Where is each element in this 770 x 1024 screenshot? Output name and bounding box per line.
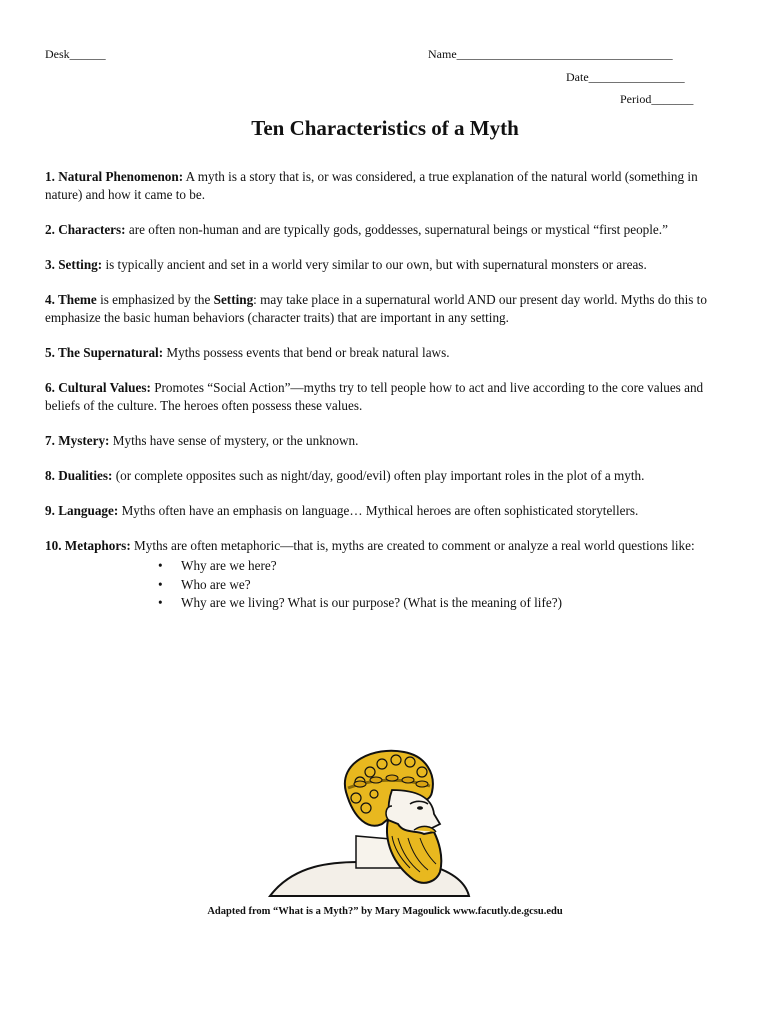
eye xyxy=(417,806,423,810)
bullet-icon: • xyxy=(158,558,163,573)
bullet-item xyxy=(158,557,715,576)
list-item xyxy=(45,467,715,485)
item-term: 5. The Supernatural: xyxy=(45,345,164,360)
list-item xyxy=(45,502,715,520)
bullet-item xyxy=(158,576,715,595)
item-term: 3. Setting: xyxy=(45,257,103,272)
item-text: are often non-human and are typically gods, goddesses, supernatural beings or mystical “first people.” xyxy=(125,222,668,237)
bullet-icon: • xyxy=(158,576,163,592)
item-text: Promotes “Social Action”—myths try to tell people how to act and live according to the core values and beliefs of the culture. The heroes often possess these values. xyxy=(45,380,704,413)
item-term: 4. Theme xyxy=(45,292,97,307)
question-bullets xyxy=(45,557,715,613)
name-field: Name____________________________________ xyxy=(428,47,673,61)
bullet-text: Why are we living? What is our purpose? (What is the meaning of life?) xyxy=(181,595,562,610)
bullet-item xyxy=(158,594,715,613)
page-title: Ten Characteristics of a Myth xyxy=(251,116,519,140)
item-text: A myth is a story that is, or was considered, a true explanation of the natural world (something in nature) and how it came to be. xyxy=(45,169,698,202)
item-term: 9. Language: xyxy=(45,503,119,518)
item-text: Myths are often metaphoric—that is, myths are created to comment or analyze a real world questions like: xyxy=(130,538,695,553)
item-term: 6. Cultural Values: xyxy=(45,380,151,395)
item-term: 8. Dualities: xyxy=(45,468,113,483)
list-item xyxy=(45,537,715,555)
item-text: Myths often have an emphasis on language… Mythical heroes are often sophisticated storytellers. xyxy=(118,503,639,518)
greek-bust-illustration xyxy=(264,744,474,904)
list-item xyxy=(45,256,715,274)
date-field: Date________________ xyxy=(566,70,685,84)
item-text: Myths possess events that bend or break natural laws. xyxy=(163,345,450,360)
period-field: Period_______ xyxy=(620,92,694,106)
item-text: is emphasized by the xyxy=(96,292,214,307)
item-text: Myths have sense of mystery, or the unknown. xyxy=(109,433,359,448)
desk-field: Desk______ xyxy=(45,47,106,61)
bullet-text: Who are we? xyxy=(181,576,251,592)
list-item xyxy=(45,168,715,204)
item-term: 7. Mystery: xyxy=(45,433,110,448)
list-item xyxy=(45,291,715,327)
characteristics-list xyxy=(45,168,715,613)
item-text: (or complete opposites such as night/day, good/evil) often play important roles in the plot of a myth. xyxy=(112,468,645,483)
item-term: 1. Natural Phenomenon: xyxy=(45,169,184,184)
item-text: : may take place in a supernatural world AND our present day world. Myths do this to emphasize the basic human behaviors (character traits) that are important in any setting. xyxy=(45,292,707,325)
list-item xyxy=(45,379,715,415)
item-term: Setting xyxy=(213,292,254,307)
list-item xyxy=(45,221,715,239)
bullet-text: Why are we here? xyxy=(181,558,277,573)
list-item xyxy=(45,432,715,450)
item-term: 10. Metaphors: xyxy=(45,538,131,553)
source-credit: Adapted from “What is a Myth?” by Mary Magoulick www.facutly.de.gcsu.edu xyxy=(207,906,563,917)
list-item xyxy=(45,344,715,362)
item-text: is typically ancient and set in a world very similar to our own, but with supernatural monsters or areas. xyxy=(102,257,647,272)
bullet-icon: • xyxy=(158,595,163,610)
item-term: 2. Characters: xyxy=(45,222,126,237)
